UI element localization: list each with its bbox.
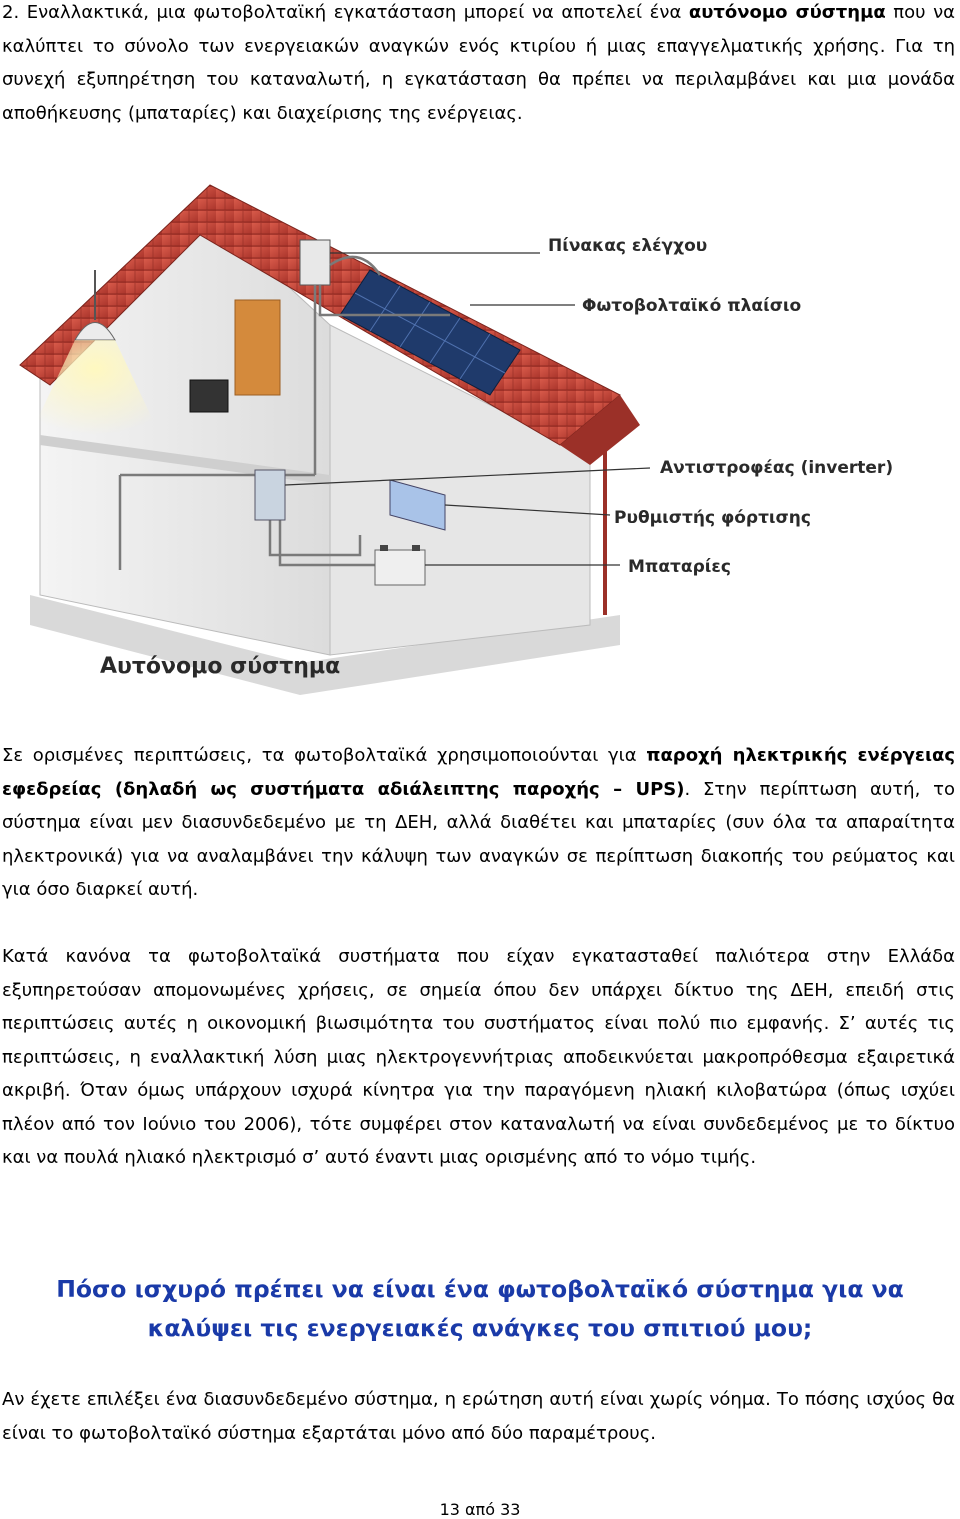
ups-bold: παροχή ηλεκτρικής ενέργειας εφεδρείας (δηλαδή ως συστήματα αδιάλειπτης παροχής – UPS): [2, 745, 956, 800]
ups-text-2: . Στην περίπτωση αυτή, το σύστημα είναι μεν διασυνδεδεμένο με τη ΔΕΗ, αλλά διαθέτει και μπαταρίες (συν όλα τα απαραίτητα ηλεκτρονικά) για να αναλαμβάνει την κάλυψη των αναγκών σε περίπτωση διακοπής του ρεύματος και για όσο διαρκεί αυτή.: [2, 778, 955, 900]
label-inverter: Αντιστροφέας (inverter): [660, 458, 894, 478]
label-charge-controller: Ρυθμιστής φόρτισης: [614, 508, 811, 528]
label-pv-panel: Φωτοβολταϊκό πλαίσιο: [582, 296, 802, 316]
intro-bold: αυτόνομο σύστημα: [688, 2, 886, 23]
label-control-panel: Πίνακας ελέγχου: [548, 236, 708, 256]
tv-icon: [190, 380, 228, 412]
answer-paragraph: Αν έχετε επιλέξει ένα διασυνδεδεμένο σύστημα, η ερώτηση αυτή είναι χωρίς νόημα. Το πόσης ισχύος θα είναι το φωτοβολταϊκό σύστημα εξαρτάται μόνο από δύο παραμέτρους.: [2, 1389, 955, 1444]
door: [235, 300, 280, 395]
page-number: 13 από 33: [439, 1500, 521, 1519]
autonomous-system-figure: [0, 175, 960, 710]
control-panel-box: [300, 240, 330, 285]
ups-text-1: Σε ορισμένες περιπτώσεις, τα φωτοβολταϊκά χρησιμοποιούνται για: [2, 745, 647, 766]
label-batteries: Μπαταρίες: [628, 557, 731, 577]
heading-line-1: Πόσο ισχυρό πρέπει να είναι ένα φωτοβολταϊκό σύστημα για να: [56, 1275, 904, 1303]
greece-paragraph: Κατά κανόνα τα φωτοβολταϊκά συστήματα που είχαν εγκατασταθεί παλιότερα στην Ελλάδα εξυπηρετούσαν απομονωμένες χρήσεις, σε σημεία όπου δεν υπάρχει δίκτυο της ΔΕΗ, επειδή στις περιπτώσεις αυτές η οικονομική βιωσιμότητα του συστήματος είναι πολύ πιο εμφανής. Σ’ αυτές τις περιπτώσεις, η εναλλακτική λύση μιας ηλεκτρογεννήτριας αποδεικνύεται μακροπρόθεσμα εξαιρετικά ακριβή. Όταν όμως υπάρχουν ισχυρά κίνητρα για την παραγόμενη ηλιακή κιλοβατώρα (όπως ισχύει πλέον από τον Ιούνιο του 2006), τότε συμφέρει στον καταναλωτή να είναι συνδεδεμένος με το δίκτυο και να πουλά ηλιακό ηλεκτρισμό σ’ αυτό έναντι μιας ορισμένης από το νόμο τιμής.: [2, 946, 955, 1168]
section-heading: [0, 1270, 960, 1348]
intro-text-2: που να καλύπτει το σύνολο των ενεργειακών αναγκών ενός κτιρίου ή μιας επαγγελματικής χρήσης. Για τη συνεχή εξυπηρέτηση του καταναλωτή, η εγκατάσταση θα πρέπει να περιλαμβάνει και μια μονάδα αποθήκευσης (μπαταρίες) και διαχείρισης της ενέργειας.: [2, 2, 955, 124]
figure-caption: Αυτόνομο σύστημα: [100, 654, 341, 679]
intro-paragraph: [2, 0, 955, 130]
intro-text-1: 2. Εναλλακτικά, μια φωτοβολταϊκή εγκατάσταση μπορεί να αποτελεί ένα: [2, 2, 689, 23]
ups-paragraph: [2, 739, 955, 907]
heading-line-2: καλύψει τις ενεργειακές ανάγκες του σπιτιού μου;: [147, 1314, 813, 1342]
inverter-box: [255, 470, 285, 520]
batteries-box: [375, 550, 425, 585]
house-diagram: [0, 175, 960, 710]
